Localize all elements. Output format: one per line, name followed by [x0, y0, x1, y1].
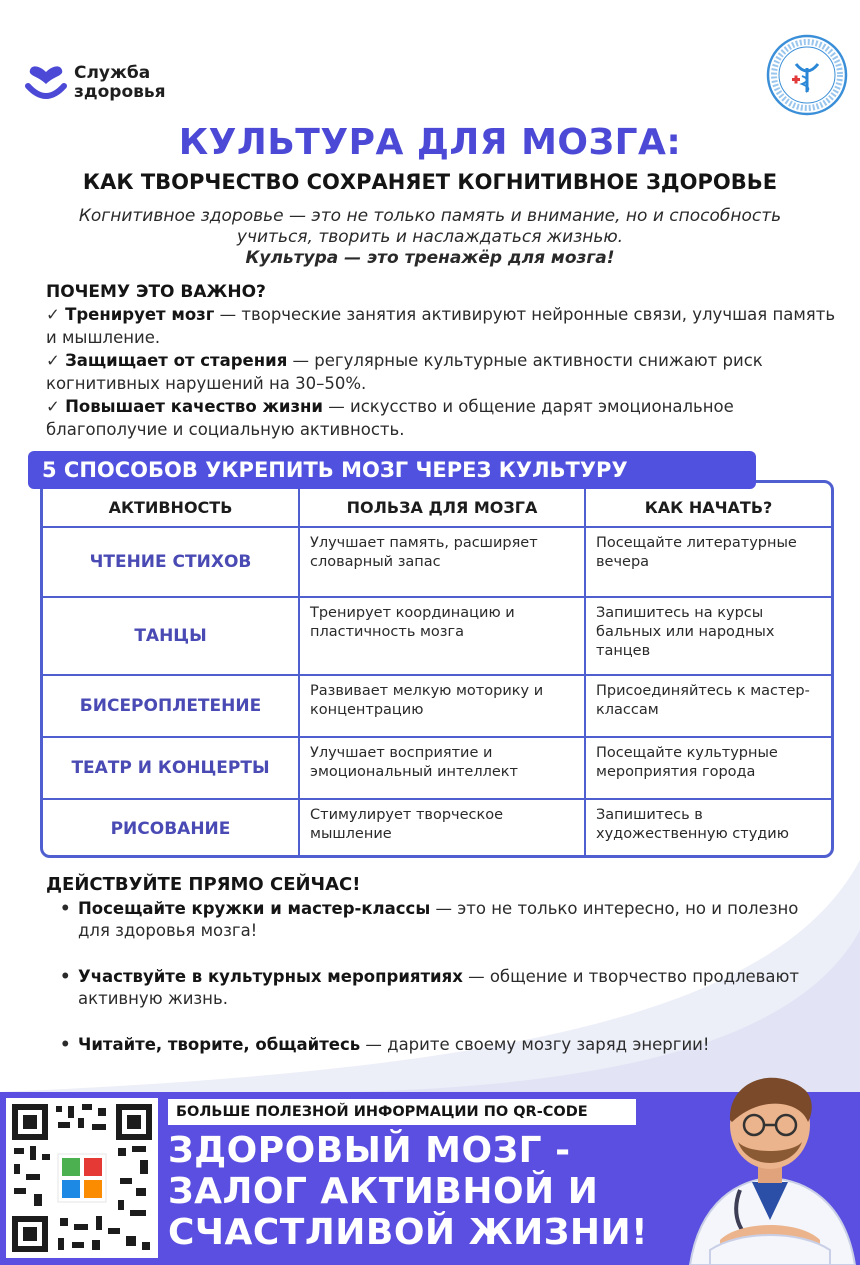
slogan-line: ЗАЛОГ АКТИВНОЙ И: [168, 1171, 599, 1212]
how-cell: Запишитесь на курсы бальных или народных танцев: [585, 597, 831, 675]
service-logo[interactable]: [24, 62, 224, 106]
intro-text: [40, 206, 820, 269]
why-item-text: — творческие занятия активируют нейронные связи, улучшая память и мышление.: [46, 305, 836, 347]
footer-slogan: [168, 1130, 688, 1253]
action-item: [60, 966, 820, 1010]
bullet-icon: •: [60, 967, 71, 986]
action-item: [60, 898, 820, 942]
why-heading: ПОЧЕМУ ЭТО ВАЖНО?: [46, 282, 266, 302]
header-benefit: ПОЛЬЗА ДЛЯ МОЗГА: [299, 483, 585, 527]
action-item-bold: Читайте, творите, общайтесь: [78, 1035, 361, 1054]
activity-cell: ТАНЦЫ: [43, 597, 299, 675]
ministry-seal-icon: [766, 34, 848, 116]
benefit-cell: Улучшает восприятие и эмоциональный интеллект: [299, 737, 585, 799]
why-list: [46, 303, 836, 441]
why-item: [46, 395, 836, 441]
how-cell: Запишитесь в художественную студию: [585, 799, 831, 857]
action-item-text: — общение и творчество продлевают активную жизнь.: [78, 967, 800, 1008]
benefit-cell: Развивает мелкую моторику и концентрацию: [299, 675, 585, 737]
why-item-bold: Тренирует мозг: [65, 305, 215, 324]
activity-cell: БИСЕРОПЛЕТЕНИЕ: [43, 675, 299, 737]
check-icon: ✓: [46, 305, 60, 324]
page-subtitle: КАК ТВОРЧЕСТВО СОХРАНЯЕТ КОГНИТИВНОЕ ЗДОРОВЬЕ: [82, 170, 778, 194]
why-item: [46, 349, 836, 395]
slogan-line: СЧАСТЛИВОЙ ЖИЗНИ!: [168, 1212, 649, 1253]
qr-code-icon[interactable]: [6, 1098, 158, 1258]
bullet-icon: •: [60, 899, 71, 918]
why-item-bold: Повышает качество жизни: [65, 397, 323, 416]
table-banner: 5 СПОСОБОВ УКРЕПИТЬ МОЗГ ЧЕРЕЗ КУЛЬТУРУ: [28, 451, 756, 489]
table-row: [43, 737, 831, 799]
how-cell: Посещайте литературные вечера: [585, 527, 831, 597]
check-icon: ✓: [46, 397, 60, 416]
benefit-cell: Стимулирует творческое мышление: [299, 799, 585, 857]
header-activity: АКТИВНОСТЬ: [43, 483, 299, 527]
action-item-bold: Участвуйте в культурных мероприятиях: [78, 967, 463, 986]
action-item-bold: Посещайте кружки и мастер-классы: [78, 899, 431, 918]
why-item-text: — искусство и общение дарят эмоциональное благополучие и социальную активность.: [46, 397, 734, 439]
activity-cell: ЧТЕНИЕ СТИХОВ: [43, 527, 299, 597]
header-how: КАК НАЧАТЬ?: [585, 483, 831, 527]
table-row: [43, 799, 831, 857]
activity-cell: РИСОВАНИЕ: [43, 799, 299, 857]
why-item: [46, 303, 836, 349]
how-cell: Посещайте культурные мероприятия города: [585, 737, 831, 799]
qr-label: БОЛЬШЕ ПОЛЕЗНОЙ ИНФОРМАЦИИ ПО QR-CODE: [168, 1099, 636, 1125]
why-item-text: — регулярные культурные активности снижают риск когнитивных нарушений на 30–50%.: [46, 351, 763, 393]
logo-line-1: Служба: [74, 63, 151, 83]
table-row: [43, 527, 831, 597]
heart-smile-icon: [24, 62, 68, 106]
activities-table: [40, 480, 834, 858]
benefit-cell: Тренирует координацию и пластичность мозга: [299, 597, 585, 675]
logo-line-2: здоровья: [74, 82, 166, 102]
logo-text: [74, 64, 166, 102]
page-title: КУЛЬТУРА ДЛЯ МОЗГА:: [178, 122, 682, 163]
why-item-bold: Защищает от старения: [65, 351, 288, 370]
table-header-row: [43, 483, 831, 527]
how-cell: Присоединяйтесь к мастер-классам: [585, 675, 831, 737]
benefit-cell: Улучшает память, расширяет словарный запас: [299, 527, 585, 597]
doctor-illustration: [680, 1050, 860, 1265]
action-heading: ДЕЙСТВУЙТЕ ПРЯМО СЕЙЧАС!: [46, 874, 361, 895]
intro-emphasis: Культура — это тренажёр для мозга!: [245, 248, 615, 268]
action-item-text: — дарите своему мозгу заряд энергии!: [360, 1035, 710, 1054]
activities-grid: [43, 483, 831, 857]
activity-cell: ТЕАТР И КОНЦЕРТЫ: [43, 737, 299, 799]
action-item-text: — это не только интересно, но и полезно для здоровья мозга!: [78, 899, 799, 940]
slogan-line: ЗДОРОВЫЙ МОЗГ -: [168, 1130, 571, 1171]
check-icon: ✓: [46, 351, 60, 370]
bullet-icon: •: [60, 1035, 71, 1054]
table-row: [43, 675, 831, 737]
intro-paragraph: Когнитивное здоровье — это не только память и внимание, но и способность учиться, творить и наслаждаться жизнью.: [78, 206, 782, 247]
table-row: [43, 597, 831, 675]
